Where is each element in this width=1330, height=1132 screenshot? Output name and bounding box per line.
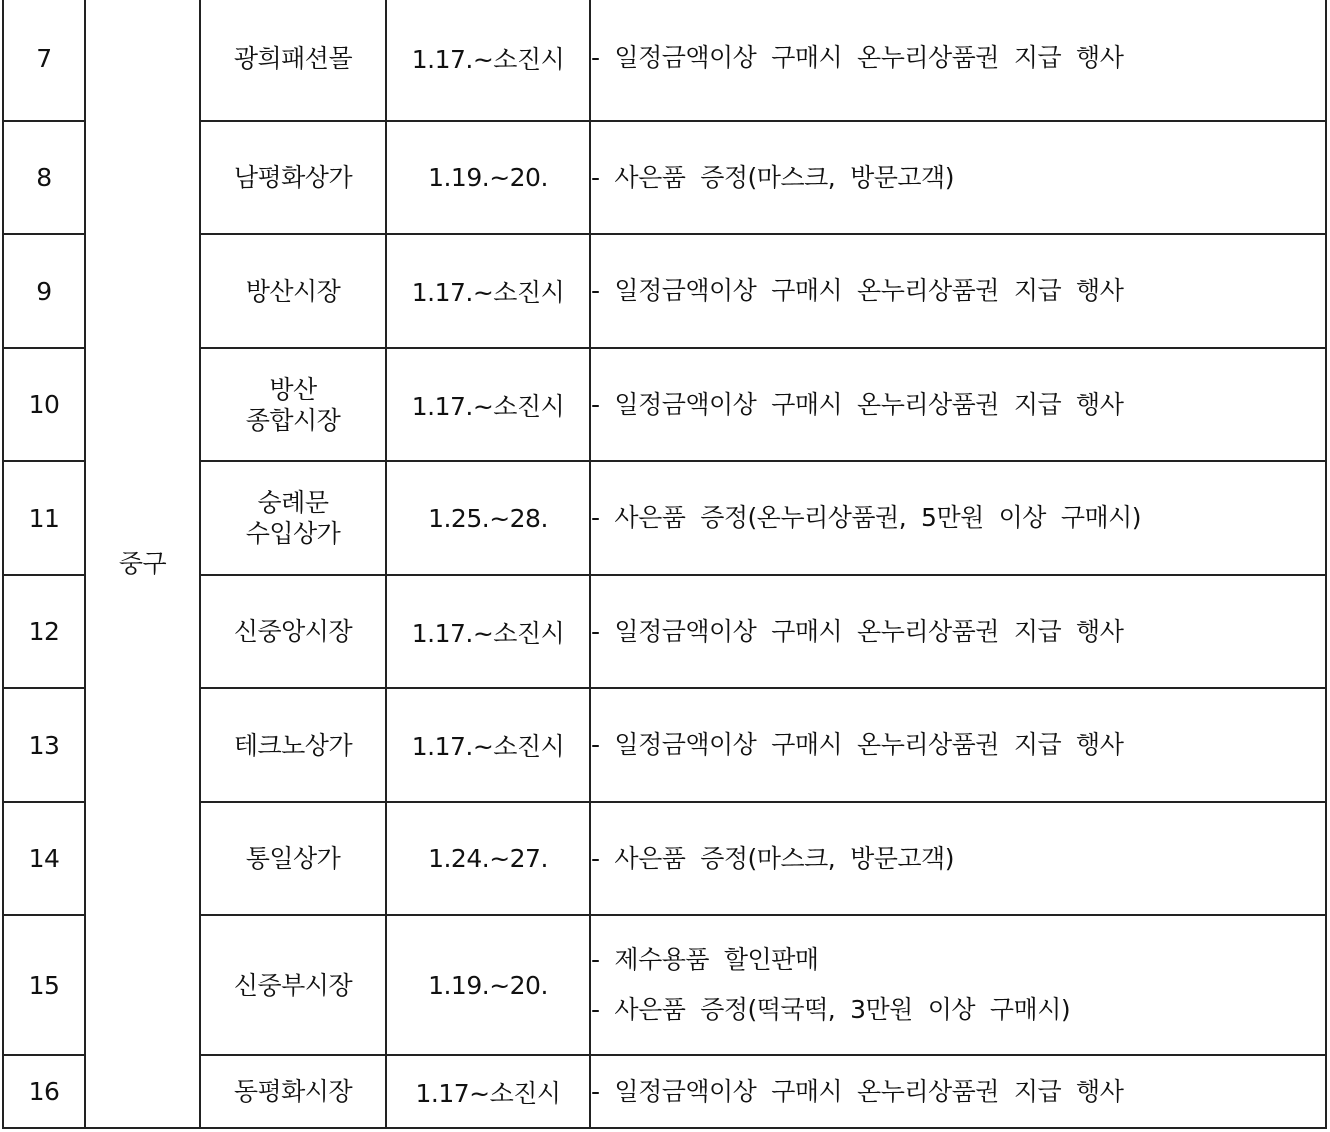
table-row — [3, 121, 1326, 234]
event-content-cell — [590, 0, 1326, 121]
market-name-cell — [200, 348, 386, 461]
event-period-cell: 1.19.~20. — [386, 121, 590, 234]
table-row — [3, 461, 1326, 575]
event-content-line: - 사은품 증정(떡국떡, 3만원 이상 구매시) — [591, 995, 1071, 1024]
event-content-line: - 일정금액이상 구매시 온누리상품권 지급 행사 — [591, 1076, 1124, 1106]
table-row — [3, 234, 1326, 348]
event-period-cell: 1.17.~소진시 — [386, 0, 590, 121]
event-content-line: - 일정금액이상 구매시 온누리상품권 지급 행사 — [591, 730, 1124, 759]
market-name-line: 방산 — [269, 374, 317, 404]
event-content-line: - 사은품 증정(마스크, 방문고객) — [591, 843, 954, 873]
market-name-line: 남평화상가 — [233, 163, 353, 192]
market-name-line: 신중부시장 — [233, 970, 353, 1000]
event-content-cell — [590, 802, 1326, 915]
event-content-cell — [590, 348, 1326, 461]
row-number-cell: 8 — [3, 121, 85, 234]
table-row — [3, 802, 1326, 915]
market-name-cell — [200, 121, 386, 234]
event-content-line: - 사은품 증정(온누리상품권, 5만원 이상 구매시) — [591, 503, 1142, 532]
event-period-cell: 1.25.~28. — [386, 461, 590, 575]
row-number-cell: 16 — [3, 1055, 85, 1128]
event-period-cell: 1.17.~소진시 — [386, 575, 590, 688]
table-row — [3, 915, 1326, 1055]
event-content-cell — [590, 461, 1326, 575]
table-row — [3, 688, 1326, 802]
event-period-cell: 1.17~소진시 — [386, 1055, 590, 1128]
event-content-line: - 일정금액이상 구매시 온누리상품권 지급 행사 — [591, 616, 1124, 646]
table-row — [3, 1055, 1326, 1128]
event-period-cell: 1.17.~소진시 — [386, 348, 590, 461]
market-name-line: 숭례문 — [257, 488, 329, 517]
market-name-cell — [200, 1055, 386, 1128]
market-name-cell — [200, 915, 386, 1055]
market-name-line: 테크노상가 — [233, 730, 353, 760]
event-content-cell — [590, 688, 1326, 802]
event-period-cell: 1.17.~소진시 — [386, 234, 590, 348]
market-name-line: 수입상가 — [245, 519, 341, 548]
event-content-cell — [590, 234, 1326, 348]
market-name-cell — [200, 0, 386, 121]
event-content-line: - 제수용품 할인판매 — [591, 945, 819, 974]
row-number-cell: 14 — [3, 802, 85, 915]
district-cell: 중구 — [85, 0, 200, 1128]
market-name-line: 신중앙시장 — [233, 617, 353, 646]
market-name-cell — [200, 802, 386, 915]
row-number-cell: 10 — [3, 348, 85, 461]
market-name-line: 광희패션몰 — [233, 43, 353, 73]
row-number-cell: 13 — [3, 688, 85, 802]
market-name-line: 동평화시장 — [233, 1077, 353, 1106]
table-row — [3, 0, 1326, 121]
table-body — [3, 0, 1326, 1128]
market-name-cell — [200, 688, 386, 802]
row-number-cell: 15 — [3, 915, 85, 1055]
table-row — [3, 348, 1326, 461]
event-period-cell: 1.19.~20. — [386, 915, 590, 1055]
event-content-line: - 일정금액이상 구매시 온누리상품권 지급 행사 — [591, 43, 1124, 72]
market-event-table — [2, 0, 1327, 1129]
event-content-cell — [590, 1055, 1326, 1128]
event-period-cell: 1.24.~27. — [386, 802, 590, 915]
row-number-cell: 11 — [3, 461, 85, 575]
event-content-line: - 일정금액이상 구매시 온누리상품권 지급 행사 — [591, 276, 1124, 305]
event-content-line: - 사은품 증정(마스크, 방문고객) — [591, 162, 954, 192]
row-number-cell: 9 — [3, 234, 85, 348]
event-period-cell: 1.17.~소진시 — [386, 688, 590, 802]
row-number-cell: 7 — [3, 0, 85, 121]
table-row — [3, 575, 1326, 688]
market-name-line: 통일상가 — [245, 844, 341, 873]
event-content-cell — [590, 915, 1326, 1055]
market-name-cell — [200, 461, 386, 575]
market-name-cell — [200, 234, 386, 348]
event-content-line: - 일정금액이상 구매시 온누리상품권 지급 행사 — [591, 389, 1124, 419]
event-content-cell — [590, 575, 1326, 688]
market-name-cell — [200, 575, 386, 688]
market-name-line: 방산시장 — [245, 276, 341, 306]
market-name-line: 종합시장 — [245, 405, 341, 435]
event-content-cell — [590, 121, 1326, 234]
row-number-cell: 12 — [3, 575, 85, 688]
